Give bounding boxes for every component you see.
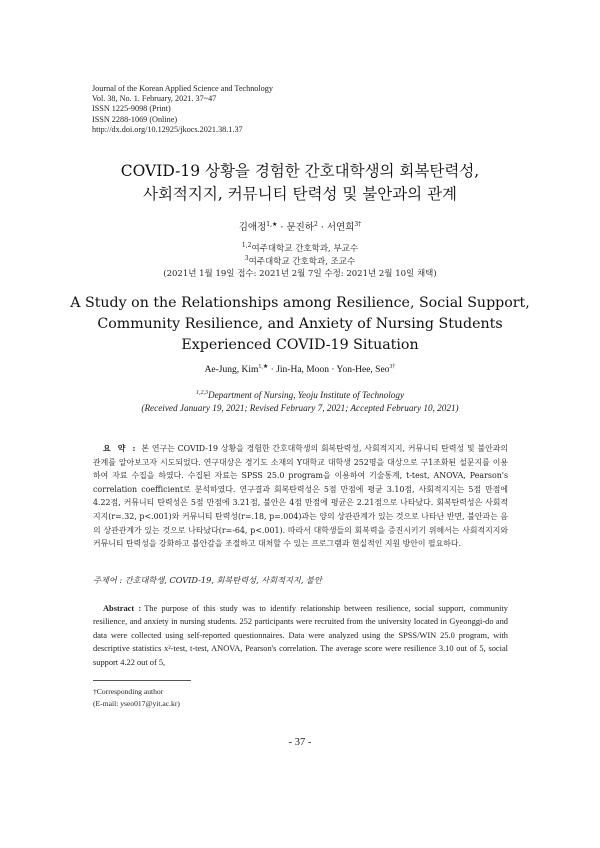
korean-abstract-label: 요 약 : <box>103 444 138 453</box>
english-affiliation-mark: 1,2,3 <box>195 389 208 396</box>
journal-name: Journal of the Korean Applied Science and Technology <box>92 84 273 93</box>
english-abstract <box>93 602 508 669</box>
korean-abstract <box>93 442 508 551</box>
author-separator: · <box>328 365 337 375</box>
english-title-line3: Experienced COVID-19 Situation <box>181 337 419 353</box>
footnote-email: (E-mail: yseo017@yit.ac.kr) <box>93 698 180 708</box>
english-affiliation-text: Department of Nursing, Yeoju Institute of Technology <box>207 390 405 400</box>
page-number: - 37 - <box>288 737 312 748</box>
author-2: 문진하 <box>286 222 314 233</box>
affiliation-1-text: 여주대학교 간호학과, 부교수 <box>251 244 359 254</box>
affiliation-2 <box>0 256 600 269</box>
english-abstract-label: Abstract : <box>103 604 142 613</box>
english-authors <box>0 365 600 375</box>
journal-issn-online: ISSN 2288-1069 (Online) <box>92 114 178 124</box>
english-title-line1: A Study on the Relationships among Resilience, Social Support, <box>70 295 530 311</box>
author-1-mark: 1,★ <box>266 220 278 228</box>
author-1-en: Ae-Jung, Kim <box>204 365 259 375</box>
journal-issn-print: ISSN 1225-9098 (Print) <box>92 104 171 114</box>
affiliation-2-mark: 3 <box>244 254 249 262</box>
korean-authors <box>0 219 600 233</box>
author-1: 김애정 <box>238 222 267 233</box>
korean-title <box>0 160 600 206</box>
footnote-corresponding: †Corresponding author <box>93 687 164 696</box>
author-separator: · <box>317 222 327 233</box>
author-2-en: Jin-Ha, Moon <box>276 365 329 375</box>
author-3-en: Yon-Hee, Seo <box>336 365 390 375</box>
english-affiliation <box>0 389 600 402</box>
affiliation-1 <box>0 243 600 256</box>
korean-abstract-text: 본 연구는 COVID-19 상황을 경험한 간호대학생의 회복탄력성, 사회적지지, 커뮤니티 탄력성 및 불안과의 관계를 알아보고자 시도되었다. 연구대상은 경기도 소재의 Y대학교 대학생 252명을 대상으로 구1조화된 설문지를 이용하여 자료 수집을 하였다. 수집된 자료는 SPSS 25.0 program을 이용하여 기술통계, t-test, ANOVA, Pearson's correlation coefficient로 분석하였다. 연구결과 회복탄력성은 5점 만점에 평균 3.10점, 사회적지지는 5점 만점에 4.22점, 커뮤니티 탄력성은 5점 만점에 3.21점, 불안은 4점 만점에 평균은 2.21점으로 나타났다. 회복탄력성은 사회적지지(r=.32, p<.001)와 커뮤니티 탄력성(r=.18, p=.004)과는 양의 상관관계가 있는 것으로 나타난 반면, 불안과는 음의 상관관계가 있는 것으로 나타났다(r=-64, p<.001). 따라서 대학생들의 회복력을 증진시키기 위해서는 사회적지지와 커뮤니티 탄력성을 강화하고 불안감을 조절하고 대처할 수 있는 프로그램과 현실적인 지원 방안이 필요하다. <box>93 444 509 549</box>
footnote-divider <box>93 680 191 681</box>
author-3-mark: 3† <box>354 220 362 228</box>
author-3: 서연희 <box>326 222 355 233</box>
author-2-mark: 2 <box>313 220 318 228</box>
english-affiliations <box>0 389 600 415</box>
korean-affiliations <box>0 243 600 281</box>
journal-volume: Vol. 38, No. 1. February, 2021. 37~47 <box>92 94 217 104</box>
affiliation-1-mark: 1,2 <box>241 242 252 250</box>
journal-info <box>92 84 273 135</box>
korean-title-line1: COVID-19 상황을 경험한 간호대학생의 회복탄력성, <box>120 162 480 180</box>
english-title <box>0 293 600 356</box>
korean-keywords: 주제어 : 간호대학생, COVID-19, 회복탄력성, 사회적지지, 불안 <box>93 575 322 585</box>
english-abstract-text: The purpose of this study was to identify relationship between resilience, social support, community resilience, and anxiety in nursing students. 252 participants were recruited from the university located in Gyeonggi-do and data were collected using self-reported questionnaires. Data were analyzed using the SPSS/WIN 25.0 program, with descriptive statistics x²-test, t-test, ANOVA, Pearson's correlation. The average score were resilience 3.10 out of 5, social support 4.22 out of 5, <box>93 604 508 667</box>
author-1-en-mark: 1,★ <box>258 363 269 370</box>
english-title-line2: Community Resilience, and Anxiety of Nursing Students <box>97 316 503 332</box>
author-3-en-mark: 3† <box>389 363 396 370</box>
korean-dates: (2021년 1월 19일 접수: 2021년 2월 7일 수정: 2021년 2월 10일 채택) <box>163 269 437 279</box>
english-dates: (Received January 19, 2021; Revised February 7, 2021; Accepted February 10, 2021) <box>141 403 459 413</box>
footnote <box>93 686 180 709</box>
author-separator: · <box>268 365 277 375</box>
korean-title-line2: 사회적지지, 커뮤니티 탄력성 및 불안과의 관계 <box>142 185 458 203</box>
affiliation-2-text: 여주대학교 간호학과, 조교수 <box>248 256 356 267</box>
author-separator: · <box>277 222 287 233</box>
journal-doi: http://dx.doi.org/10.12925/jkocs.2021.38.1.37 <box>92 124 243 134</box>
